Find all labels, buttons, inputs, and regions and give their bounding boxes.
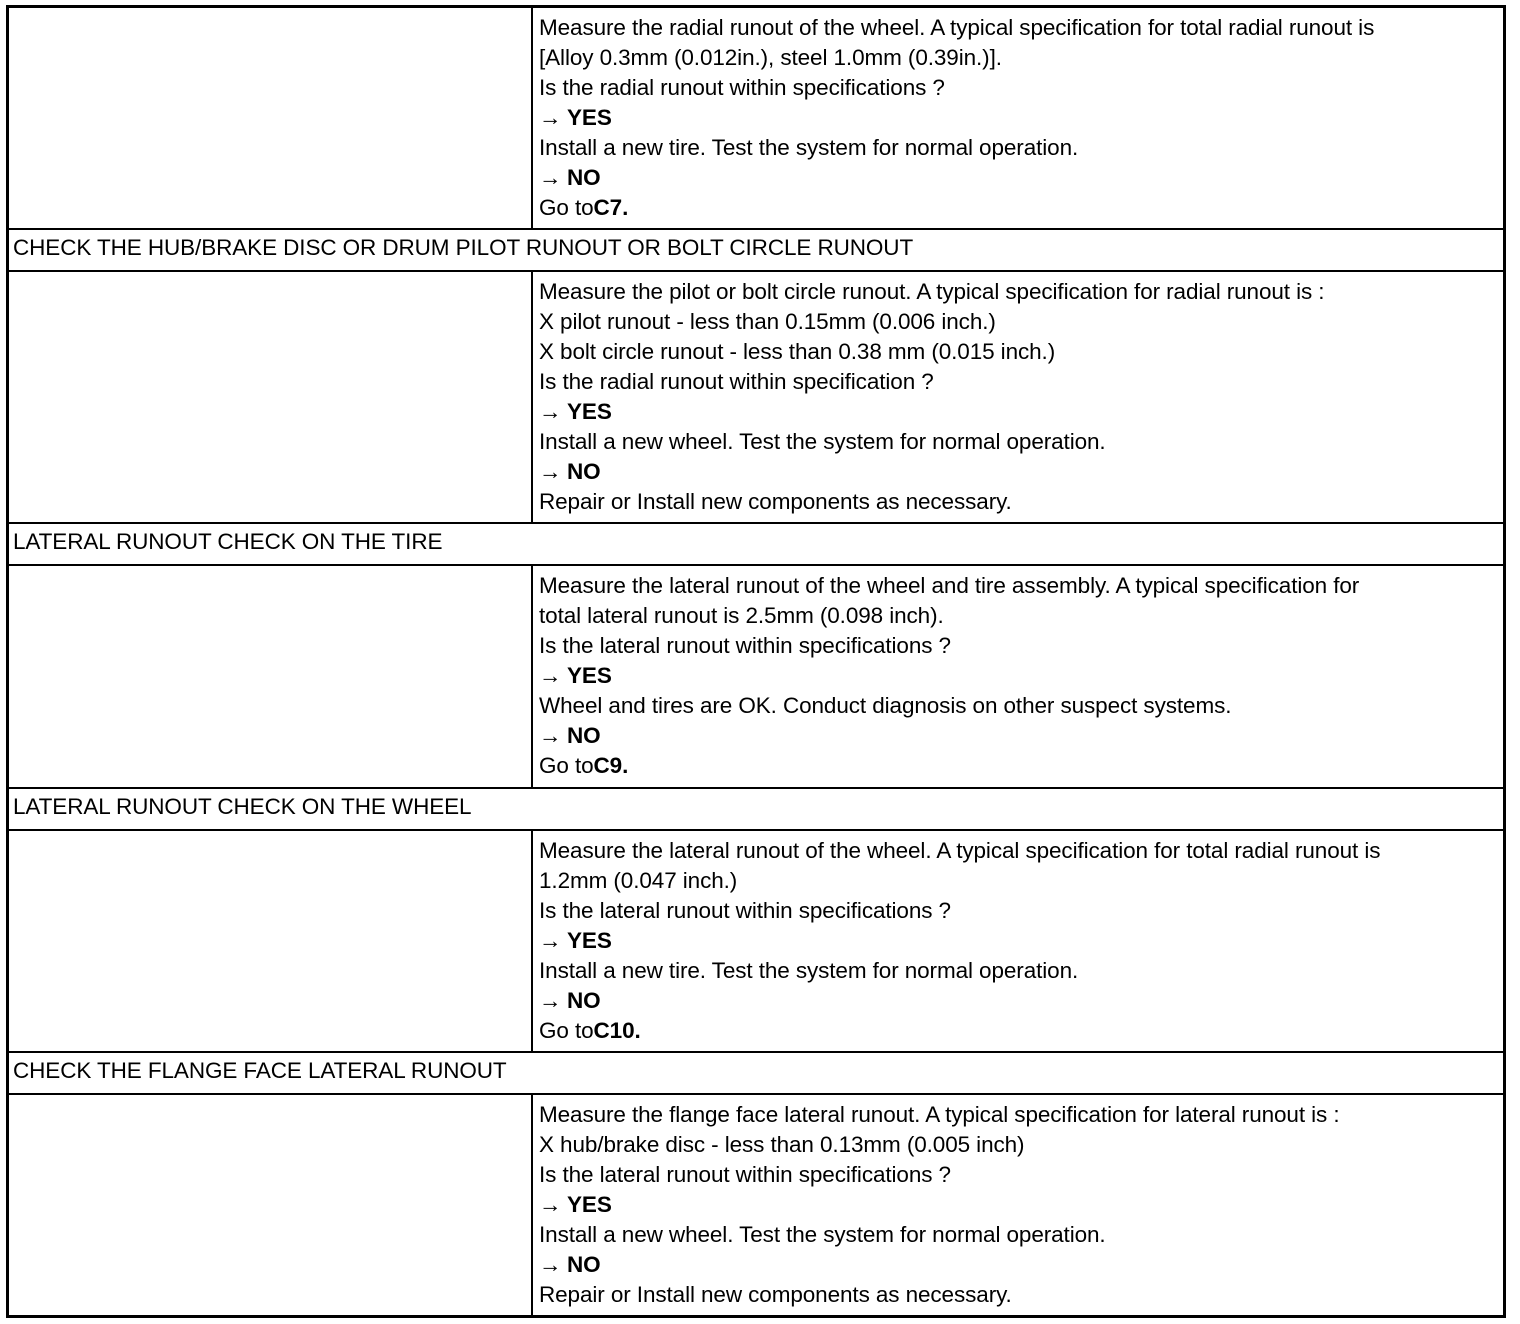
step-header: CHECK THE HUB/BRAKE DISC OR DRUM PILOT RUNOUT OR BOLT CIRCLE RUNOUT	[9, 230, 1503, 272]
yes-branch	[539, 926, 1503, 956]
step-right-cell	[539, 272, 1503, 517]
arrow-right-icon: →	[539, 988, 562, 1013]
step-text-line: Measure the pilot or bolt circle runout. A typical specification for radial runout is :	[539, 279, 1325, 304]
arrow-right-icon: →	[539, 1252, 562, 1277]
no-label: NO	[567, 988, 601, 1013]
step-body-row	[9, 566, 1503, 789]
step-text-line: X pilot runout - less than 0.15mm (0.006 inch.)	[539, 309, 996, 334]
step-question: Is the radial runout within specifications ?	[539, 75, 945, 100]
step-left-cell	[9, 831, 533, 1051]
no-label: NO	[567, 723, 601, 748]
yes-action: Install a new wheel. Test the system for normal operation.	[539, 429, 1106, 454]
step-question: Is the radial runout within specification ?	[539, 369, 934, 394]
goto-step-ref: C7.	[593, 195, 629, 220]
step-question: Is the lateral runout within specifications ?	[539, 633, 951, 658]
arrow-right-icon: →	[539, 399, 562, 424]
step-text-line: X bolt circle runout - less than 0.38 mm (0.015 inch.)	[539, 339, 1056, 364]
step-text-line: X hub/brake disc - less than 0.13mm (0.005 inch)	[539, 1132, 1025, 1157]
yes-action: Wheel and tires are OK. Conduct diagnosis on other suspect systems.	[539, 693, 1232, 718]
goto-prefix: Go to	[539, 195, 594, 220]
step-text-line: 1.2mm (0.047 inch.)	[539, 868, 738, 893]
step-right-cell	[539, 831, 1503, 1046]
step-text-line: Measure the radial runout of the wheel. A typical specification for total radial runout is	[539, 15, 1375, 40]
yes-action: Install a new tire. Test the system for normal operation.	[539, 135, 1079, 160]
step-left-cell	[9, 272, 533, 522]
no-label: NO	[567, 1252, 601, 1277]
yes-action: Install a new tire. Test the system for normal operation.	[539, 958, 1079, 983]
no-action	[539, 193, 1503, 223]
step-body-row	[9, 831, 1503, 1053]
step-body-row	[9, 8, 1503, 230]
goto-prefix: Go to	[539, 1018, 594, 1043]
no-action	[539, 751, 1503, 781]
step-question: Is the lateral runout within specifications ?	[539, 1162, 951, 1187]
yes-branch	[539, 103, 1503, 133]
no-label: NO	[567, 165, 601, 190]
arrow-right-icon: →	[539, 459, 562, 484]
step-right-cell	[539, 1095, 1503, 1310]
goto-step-ref: C10.	[593, 1018, 641, 1043]
step-right-cell	[539, 8, 1503, 223]
step-text-line: Measure the flange face lateral runout. A typical specification for lateral runout is :	[539, 1102, 1340, 1127]
step-text-line: [Alloy 0.3mm (0.012in.), steel 1.0mm (0.39in.)].	[539, 45, 1002, 70]
arrow-right-icon: →	[539, 928, 562, 953]
step-left-cell	[9, 8, 533, 228]
goto-step-ref: C9.	[593, 753, 629, 778]
no-branch	[539, 163, 1503, 193]
yes-branch	[539, 661, 1503, 691]
no-action	[539, 1016, 1503, 1046]
no-branch	[539, 986, 1503, 1016]
arrow-right-icon: →	[539, 1192, 562, 1217]
no-action: Repair or Install new components as necessary.	[539, 1282, 1012, 1307]
yes-label: YES	[567, 1192, 612, 1217]
step-header: LATERAL RUNOUT CHECK ON THE TIRE	[9, 524, 1503, 566]
step-text-line: Measure the lateral runout of the wheel. A typical specification for total radial runout is	[539, 838, 1381, 863]
step-left-cell	[9, 566, 533, 787]
step-header: CHECK THE FLANGE FACE LATERAL RUNOUT	[9, 1053, 1503, 1095]
arrow-right-icon: →	[539, 723, 562, 748]
step-body-row	[9, 272, 1503, 524]
step-right-cell	[539, 566, 1503, 781]
goto-prefix: Go to	[539, 753, 594, 778]
arrow-right-icon: →	[539, 105, 562, 130]
yes-label: YES	[567, 399, 612, 424]
step-body-row	[9, 1095, 1503, 1315]
no-branch	[539, 1250, 1503, 1280]
yes-branch	[539, 397, 1503, 427]
diagnostic-table	[6, 5, 1506, 1318]
no-branch	[539, 721, 1503, 751]
no-action: Repair or Install new components as necessary.	[539, 489, 1012, 514]
step-header: LATERAL RUNOUT CHECK ON THE WHEEL	[9, 789, 1503, 831]
step-text-line: total lateral runout is 2.5mm (0.098 inch).	[539, 603, 944, 628]
arrow-right-icon: →	[539, 165, 562, 190]
step-text-line: Measure the lateral runout of the wheel and tire assembly. A typical specification for	[539, 573, 1360, 598]
yes-label: YES	[567, 105, 612, 130]
step-left-cell	[9, 1095, 533, 1315]
yes-label: YES	[567, 663, 612, 688]
step-question: Is the lateral runout within specifications ?	[539, 898, 951, 923]
arrow-right-icon: →	[539, 663, 562, 688]
yes-branch	[539, 1190, 1503, 1220]
yes-label: YES	[567, 928, 612, 953]
no-branch	[539, 457, 1503, 487]
no-label: NO	[567, 459, 601, 484]
yes-action: Install a new wheel. Test the system for normal operation.	[539, 1222, 1106, 1247]
